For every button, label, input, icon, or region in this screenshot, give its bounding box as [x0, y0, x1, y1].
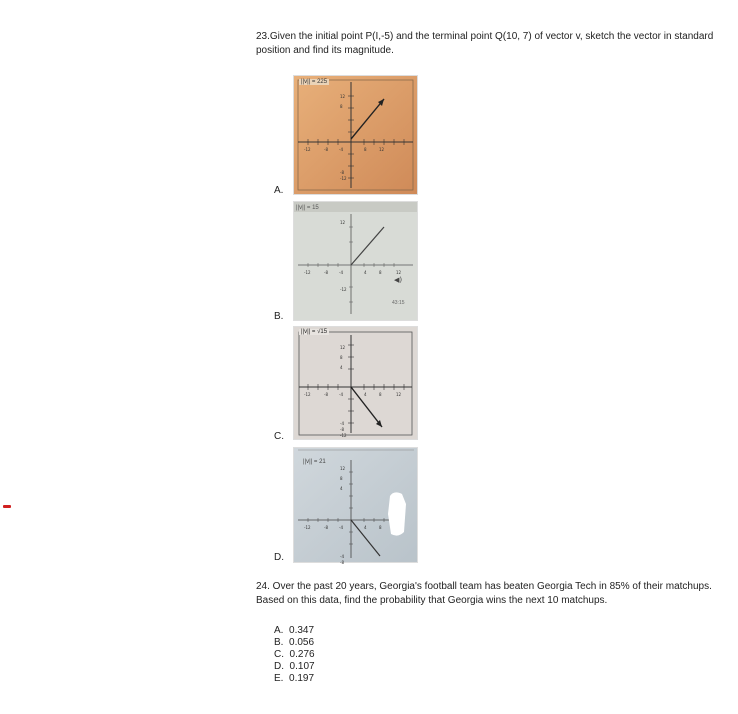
question-24-text: 24. Over the past 20 years, Georgia's football team has beaten Georgia Tech in 85% of their matchups. Based on this data, find the probability that Georgia wins the next 10 matchups.: [256, 581, 712, 606]
option-a-letter: A.: [274, 185, 284, 196]
x-tick-label: 8: [379, 270, 382, 275]
x-tick-label: 8: [379, 525, 382, 530]
x-tick-label: 4: [364, 270, 367, 275]
option-a-magnitude: ||v|| = 225: [301, 79, 328, 85]
choice-d[interactable]: D. 0.107: [274, 661, 315, 672]
y-tick-label: -8: [340, 427, 344, 432]
y-tick-label: 12: [340, 466, 346, 471]
y-tick-label: 12: [340, 345, 346, 350]
x-tick-label: -4: [339, 147, 343, 152]
choice-a[interactable]: A. 0.347: [274, 625, 315, 636]
x-tick-label: -12: [304, 392, 311, 397]
option-b-letter: B.: [274, 311, 284, 322]
x-tick-label: -8: [324, 270, 328, 275]
y-tick-label: -8: [340, 560, 344, 565]
answer-choices: [274, 625, 315, 685]
x-tick-label: -8: [324, 147, 328, 152]
y-tick-label: 4: [340, 365, 343, 370]
y-tick-label: -12: [340, 176, 347, 181]
choice-b[interactable]: B. 0.056: [274, 637, 315, 648]
x-tick-label: 8: [379, 392, 382, 397]
x-tick-label: 12: [396, 270, 402, 275]
option-c-graph-photo[interactable]: [293, 326, 418, 440]
y-tick-label: 12: [340, 94, 346, 99]
x-tick-label: -12: [304, 525, 311, 530]
y-tick-label: 8: [340, 355, 343, 360]
x-tick-label: 8: [364, 147, 367, 152]
x-tick-label: 4: [364, 525, 367, 530]
y-tick-label: -4: [340, 554, 344, 559]
y-tick-label: -12: [340, 287, 347, 292]
x-tick-label: 12: [379, 147, 385, 152]
y-tick-label: -12: [340, 433, 347, 438]
y-tick-label: 8: [340, 104, 343, 109]
x-tick-label: -4: [339, 392, 343, 397]
y-tick-label: -8: [340, 170, 344, 175]
x-tick-label: -8: [324, 392, 328, 397]
y-tick-label: 4: [340, 486, 343, 491]
option-d-magnitude: ||v|| = 21: [303, 459, 326, 465]
speaker-icon: ◀): [394, 276, 403, 284]
option-c-letter: C.: [274, 431, 284, 442]
option-c-magnitude: ||v|| = √15: [301, 329, 328, 335]
y-tick-label: 8: [340, 476, 343, 481]
y-tick-label: -4: [340, 421, 344, 426]
option-d-letter: D.: [274, 552, 284, 563]
option-a-graph-photo[interactable]: [293, 75, 418, 195]
red-marker: [3, 505, 11, 508]
choice-c[interactable]: C. 0.276: [274, 649, 315, 660]
x-tick-label: -12: [304, 147, 311, 152]
x-tick-label: 4: [364, 392, 367, 397]
question-23-text: 23.Given the initial point P(I,-5) and the terminal point Q(10, 7) of vector v, sketch the vector in standard position and find its magnitude.: [256, 31, 714, 56]
x-tick-label: 12: [396, 392, 402, 397]
x-tick-label: -4: [339, 525, 343, 530]
x-tick-label: -4: [339, 270, 343, 275]
option-b-timer: 43:15: [392, 300, 405, 306]
x-tick-label: -8: [324, 525, 328, 530]
option-b-magnitude: ||v|| = 15: [296, 205, 319, 211]
choice-e[interactable]: E. 0.197: [274, 673, 315, 684]
y-tick-label: 12: [340, 220, 346, 225]
x-tick-label: -12: [304, 270, 311, 275]
